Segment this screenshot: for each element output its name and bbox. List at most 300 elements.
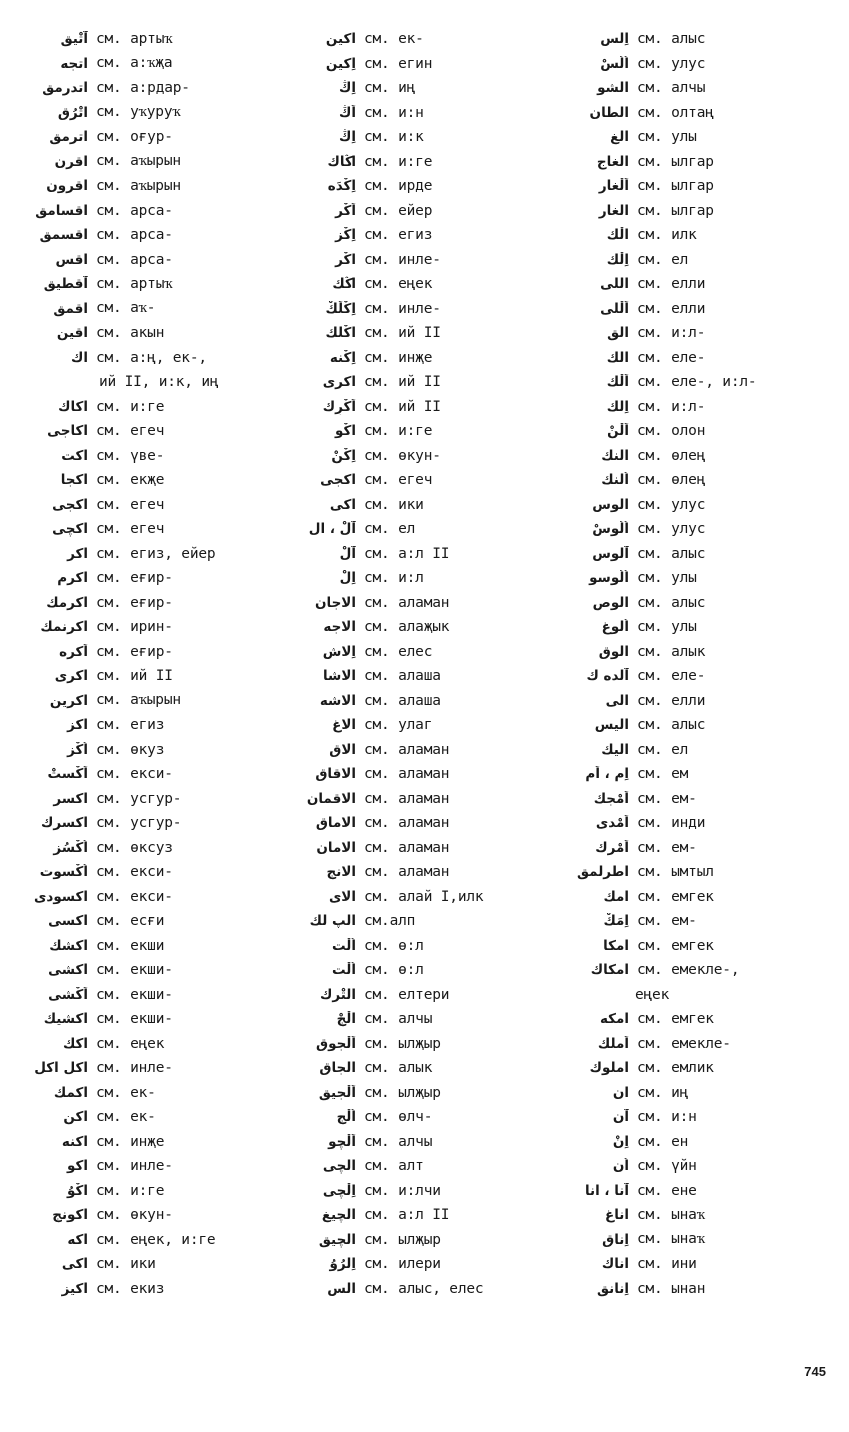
cross-reference: см. алыс	[637, 545, 706, 562]
dictionary-entry	[555, 1228, 849, 1253]
headword: اكه	[67, 1231, 88, 1248]
headword: اِلس	[600, 31, 629, 48]
headword: اَڭ	[338, 104, 356, 121]
cross-reference: см. ынаҡ	[637, 1206, 705, 1223]
headword: الق	[607, 325, 629, 342]
headword: الچيق	[318, 1231, 356, 1248]
cross-reference: см. екши-	[96, 986, 173, 1003]
cross-reference: см. ек-	[364, 31, 424, 48]
headword: آلوس	[592, 545, 629, 562]
headword: اِلاش	[322, 643, 356, 660]
dictionary-entry	[555, 713, 849, 738]
headword: اڭك	[332, 276, 356, 293]
cross-reference: см. екши-	[96, 962, 173, 979]
headword: اكمك	[53, 1084, 88, 1101]
headword: الاجان	[314, 594, 356, 611]
cross-reference: см. ек-	[96, 1109, 156, 1126]
headword: اڭاك	[327, 153, 356, 170]
cross-reference: см. алык	[637, 643, 706, 660]
headword: النك	[601, 447, 629, 464]
headword: اُلُوسْ	[592, 521, 629, 538]
dictionary-entry	[555, 591, 849, 616]
headword: اُلوغ	[601, 619, 629, 636]
headword: اكيز	[61, 1280, 88, 1297]
headword: الاماق	[315, 815, 356, 832]
dictionary-entry	[0, 1277, 270, 1302]
cross-reference: см. есғи	[96, 913, 165, 930]
cross-reference: см. а:ҡҗа	[96, 55, 173, 72]
dictionary-entry	[0, 811, 270, 836]
headword: الس	[327, 1280, 356, 1297]
dictionary-entry	[285, 27, 555, 52]
cross-reference: см. өкуз	[96, 741, 165, 758]
dictionary-entry	[285, 591, 555, 616]
dictionary-entry	[285, 199, 555, 224]
headword: اَلْلى	[600, 300, 629, 317]
headword: اكر	[67, 545, 88, 562]
headword: الْجْ	[336, 1011, 356, 1028]
dictionary-entry	[555, 787, 849, 812]
cross-reference: см. аҡырын	[96, 692, 181, 709]
cross-reference: см. еле-, и:л-	[637, 374, 757, 391]
cross-reference: см. улы	[637, 619, 697, 636]
headword: اَلْغار	[598, 178, 629, 195]
dictionary-entry	[285, 1032, 555, 1057]
headword: اقسامق	[35, 202, 88, 219]
dictionary-entry	[285, 321, 555, 346]
headword: اتجه	[60, 55, 88, 72]
dictionary-entry	[285, 762, 555, 787]
headword: اللى	[600, 276, 629, 293]
cross-reference: см. ики	[96, 1256, 156, 1273]
cross-reference: см. арса-	[96, 227, 173, 244]
cross-reference: см. ек-	[96, 1084, 156, 1101]
dictionary-entry	[555, 150, 849, 175]
dictionary-entry	[555, 493, 849, 518]
dictionary-entry	[555, 419, 849, 444]
dictionary-entry	[0, 1105, 270, 1130]
dictionary-entry	[285, 983, 555, 1008]
headword: اَكره	[59, 643, 88, 660]
headword: الغار	[598, 202, 629, 219]
cross-reference: см. өкун-	[96, 1207, 173, 1224]
headword: اكاك	[58, 398, 88, 415]
cross-reference: см. артыҡ	[96, 30, 173, 47]
cross-reference: см. еле-	[637, 349, 706, 366]
cross-reference: см. и:лчи	[364, 1182, 441, 1199]
headword: اطرلمق	[576, 864, 629, 881]
cross-reference: см. егеч	[96, 496, 165, 513]
headword: الوص	[592, 594, 629, 611]
headword: اَملك	[597, 1035, 629, 1052]
headword: اكرى	[54, 668, 88, 685]
dictionary-entry	[555, 517, 849, 542]
dictionary-entry	[0, 174, 270, 199]
headword: اُلنك	[601, 472, 629, 489]
dictionary-entry	[0, 395, 270, 420]
cross-reference: см. екси-	[96, 766, 173, 783]
dictionary-entry	[285, 958, 555, 983]
cross-reference-continuation: еңек	[635, 986, 670, 1003]
headword: اِمَكْ	[603, 913, 629, 930]
headword: الاى	[328, 888, 356, 905]
dictionary-entry	[285, 1277, 555, 1302]
dictionary-entry	[0, 1228, 270, 1253]
dictionary-entry	[0, 1179, 270, 1204]
dictionary-entry	[555, 762, 849, 787]
cross-reference: см. олон	[637, 423, 706, 440]
cross-reference: см. ем	[637, 766, 689, 783]
dictionary-entry	[0, 272, 270, 297]
cross-reference: см. алаша	[364, 668, 441, 685]
dictionary-entry	[555, 272, 849, 297]
headword: اكشيك	[43, 1011, 88, 1028]
cross-reference: см. аҡырын	[96, 177, 181, 194]
cross-reference: см. уҡуруҡ	[96, 104, 181, 121]
headword: اكنه	[61, 1133, 88, 1150]
cross-reference: см. арса-	[96, 202, 173, 219]
dictionary-entry	[555, 52, 849, 77]
dictionary-entry	[285, 713, 555, 738]
dictionary-entry	[0, 713, 270, 738]
headword: الاجه	[323, 619, 356, 636]
headword: اكل اكل	[34, 1060, 88, 1077]
dictionary-entry	[555, 738, 849, 763]
cross-reference: см. ирде	[364, 178, 433, 195]
headword: اكرم	[57, 570, 88, 587]
dictionary-entry	[0, 419, 270, 444]
dictionary-entry	[0, 125, 270, 150]
dictionary-entry	[555, 1007, 849, 1032]
headword: اُلْت	[332, 937, 356, 954]
headword: اِنانق	[596, 1280, 629, 1297]
cross-reference: см. емгек	[637, 937, 714, 954]
dictionary-entry	[0, 542, 270, 567]
headword: اكو	[67, 1158, 88, 1175]
headword: الاغ	[332, 717, 356, 734]
cross-reference: см. а:л II	[364, 545, 450, 562]
cross-reference: см. екши	[96, 937, 165, 954]
headword: اكْلك	[325, 325, 356, 342]
dictionary-entry	[0, 199, 270, 224]
dictionary-entry	[0, 787, 270, 812]
headword: الك	[606, 349, 629, 366]
dictionary-entry	[285, 689, 555, 714]
headword: اكسودى	[34, 888, 88, 905]
headword: اَكْر	[335, 202, 356, 219]
cross-reference: см. алыс	[637, 31, 706, 48]
dictionary-entry	[0, 1032, 270, 1057]
cross-reference: см. инле-	[96, 1060, 173, 1077]
cross-reference: см. алчы	[364, 1133, 433, 1150]
headword: الچى	[322, 1158, 356, 1175]
cross-reference: см. ө:л	[364, 962, 424, 979]
headword: اِكْز	[335, 227, 356, 244]
headword: اقس	[55, 251, 88, 268]
cross-reference: см. аламан	[364, 741, 450, 758]
dictionary-entry	[0, 1081, 270, 1106]
cross-reference: см. екҗе	[96, 472, 165, 489]
dictionary-entry	[0, 1130, 270, 1155]
headword: الى	[605, 692, 629, 709]
dictionary-entry	[555, 811, 849, 836]
dictionary-entry	[555, 1032, 849, 1057]
cross-reference: см. еғир-	[96, 570, 173, 587]
headword: اِكْنه	[329, 349, 356, 366]
headword: الپ لك	[309, 913, 356, 930]
dictionary-entry	[555, 664, 849, 689]
headword: اقرون	[46, 178, 88, 195]
dictionary-entry	[285, 297, 555, 322]
cross-reference: см. елли	[637, 276, 706, 293]
dictionary-entry	[0, 444, 270, 469]
headword: الوق	[598, 643, 629, 660]
cross-reference: см. ылҗыр	[364, 1035, 441, 1052]
cross-reference: см. аламан	[364, 790, 450, 807]
headword: اِكْدَه	[327, 178, 356, 195]
headword: اتْرُق	[57, 104, 88, 121]
dictionary-entry	[285, 811, 555, 836]
dictionary-entry	[555, 346, 849, 371]
dictionary-entry	[0, 1007, 270, 1032]
headword: اكسى	[48, 913, 88, 930]
dictionary-entry	[0, 934, 270, 959]
dictionary-entry	[0, 836, 270, 861]
dictionary-entry	[285, 1228, 555, 1253]
headword: آقطيق	[43, 276, 88, 293]
cross-reference: см. ылгар	[637, 178, 714, 195]
cross-reference: см. екиз	[96, 1280, 165, 1297]
cross-reference: см. аламан	[364, 815, 450, 832]
cross-reference: см. егиз	[364, 227, 433, 244]
headword: اناغ	[605, 1207, 629, 1224]
cross-reference: см. и:ге	[96, 1182, 165, 1199]
dictionary-entry	[555, 395, 849, 420]
cross-reference: см. и:н	[637, 1109, 697, 1126]
headword: اكرى	[322, 374, 356, 391]
headword: الْك	[606, 227, 629, 244]
dictionary-entry	[285, 125, 555, 150]
cross-reference: см. ий II	[364, 398, 441, 415]
headword: اِنْ	[612, 1133, 629, 1150]
cross-reference: см. алыс	[637, 594, 706, 611]
cross-reference: см. илери	[364, 1256, 441, 1273]
headword: اِلْچى	[322, 1182, 356, 1199]
dictionary-entry	[0, 664, 270, 689]
dictionary-entry	[0, 27, 270, 52]
dictionary-entry	[285, 1056, 555, 1081]
headword: اكز	[67, 717, 88, 734]
headword: الغ	[610, 129, 629, 146]
headword: اناك	[601, 1256, 629, 1273]
column-3	[555, 27, 849, 1301]
headword: اِكْنْ	[331, 447, 356, 464]
dictionary-entry	[285, 444, 555, 469]
cross-reference: см. ынан	[637, 1280, 706, 1297]
cross-reference: см. инле-	[364, 300, 441, 317]
cross-reference: см.алп	[364, 913, 416, 930]
dictionary-entry	[285, 517, 555, 542]
dictionary-entry	[285, 836, 555, 861]
dictionary-entry	[0, 101, 270, 126]
cross-reference: см. аламан	[364, 594, 450, 611]
headword: اِم ، اَم	[585, 766, 629, 783]
headword: اكين	[325, 31, 356, 48]
dictionary-entry	[285, 787, 555, 812]
dictionary-entry	[0, 1056, 270, 1081]
headword: اكجى	[320, 472, 356, 489]
dictionary-entry	[555, 1252, 849, 1277]
dictionary-entry	[555, 836, 849, 861]
headword: امكا	[603, 937, 629, 954]
dictionary-entry	[285, 174, 555, 199]
headword: اُن	[612, 1158, 629, 1175]
cross-reference-continuation: ий II, и:к, иң	[99, 374, 219, 391]
dictionary-entry	[285, 395, 555, 420]
dictionary-entry	[0, 591, 270, 616]
dictionary-entry	[285, 1081, 555, 1106]
cross-reference: см. алыс, елес	[364, 1280, 484, 1297]
dictionary-entry	[0, 493, 270, 518]
cross-reference: см. и:л-	[637, 398, 706, 415]
dictionary-entry	[285, 493, 555, 518]
headword: اكونج	[52, 1207, 88, 1224]
dictionary-entry	[555, 125, 849, 150]
cross-reference: см. емгек	[637, 1011, 714, 1028]
headword: اِلرُوُ	[329, 1256, 356, 1273]
cross-reference: см. үйн	[637, 1158, 697, 1175]
cross-reference: см. аҡ-	[96, 300, 156, 317]
headword: آنا ، انا	[584, 1182, 629, 1199]
cross-reference: см. ий II	[364, 374, 441, 391]
cross-reference: см. егиз	[96, 717, 165, 734]
headword: اُلُسْ	[600, 55, 629, 72]
headword: اَلْك	[606, 374, 629, 391]
dictionary-entry	[285, 860, 555, 885]
dictionary-entry	[285, 1007, 555, 1032]
dictionary-entry	[285, 664, 555, 689]
dictionary-entry	[555, 223, 849, 248]
headword: اكچى	[52, 521, 88, 538]
headword: الغاج	[596, 153, 629, 170]
cross-reference: см. өкун-	[364, 447, 441, 464]
cross-reference: см. үве-	[96, 447, 165, 464]
cross-reference: см. емекле-	[637, 1035, 731, 1052]
dictionary-entry	[555, 958, 849, 983]
dictionary-entry	[0, 52, 270, 77]
headword: الاشا	[322, 668, 356, 685]
headword: اكجى	[52, 496, 88, 513]
headword: اُلْت	[332, 962, 356, 979]
headword: الامان	[316, 839, 356, 856]
dictionary-entry	[285, 1252, 555, 1277]
headword: آلْ ، ال	[308, 521, 356, 538]
dictionary-entry	[555, 248, 849, 273]
headword: اَمْرك	[595, 839, 629, 856]
dictionary-entry	[555, 640, 849, 665]
cross-reference: см. егеч	[96, 423, 165, 440]
headword: املوك	[589, 1060, 629, 1077]
dictionary-entry	[555, 689, 849, 714]
dictionary-entry	[285, 346, 555, 371]
dictionary-entry	[555, 1081, 849, 1106]
dictionary-entry	[0, 566, 270, 591]
cross-reference: см. и:л-	[637, 325, 706, 342]
cross-reference: см. алаҗык	[364, 619, 450, 636]
headword: اُكْز	[67, 741, 88, 758]
dictionary-entry	[285, 223, 555, 248]
dictionary-entry	[555, 321, 849, 346]
dictionary-entry	[0, 689, 270, 714]
cross-reference: см. ымтыл	[637, 864, 714, 881]
cross-reference: см. егеч	[96, 521, 165, 538]
headword: اكى	[61, 1256, 88, 1273]
dictionary-entry	[285, 934, 555, 959]
cross-reference: см. еңек	[364, 276, 433, 293]
dictionary-entry	[555, 297, 849, 322]
headword: اتدرمق	[42, 80, 88, 97]
headword: الوس	[592, 496, 629, 513]
column-1	[0, 27, 270, 1301]
headword: آلده ك	[586, 668, 629, 685]
headword: اكْو	[335, 423, 356, 440]
cross-reference: см. емгек	[637, 888, 714, 905]
dictionary-entry	[285, 248, 555, 273]
cross-reference: см. егиз, ейер	[96, 545, 216, 562]
dictionary-entry	[285, 738, 555, 763]
cross-reference: см. инле-	[364, 251, 441, 268]
dictionary-entry	[0, 517, 270, 542]
cross-reference: см. өксуз	[96, 839, 173, 856]
dictionary-entry	[0, 150, 270, 175]
headword: اِكْلَكْ	[325, 300, 356, 317]
headword: اكك	[62, 1035, 88, 1052]
headword: اك	[70, 349, 88, 366]
dictionary-entry	[555, 1203, 849, 1228]
cross-reference: см. алт	[364, 1158, 424, 1175]
cross-reference: см. ий II	[96, 668, 173, 685]
headword: اليس	[594, 717, 629, 734]
headword: الجاق	[319, 1060, 356, 1077]
dictionary-entry	[555, 909, 849, 934]
headword: اكت	[61, 447, 88, 464]
cross-reference: см. ене	[637, 1182, 697, 1199]
cross-reference: см. алыс	[637, 717, 706, 734]
dictionary-entry	[0, 983, 270, 1008]
dictionary-entry	[0, 640, 270, 665]
dictionary-entry	[555, 566, 849, 591]
cross-reference: см. екши-	[96, 1011, 173, 1028]
dictionary-entry	[555, 199, 849, 224]
dictionary-entry	[0, 762, 270, 787]
cross-reference: см. егин	[364, 55, 433, 72]
cross-reference: см. и:л	[364, 570, 424, 587]
cross-reference: см. иң	[637, 1084, 689, 1101]
cross-reference: см. улаг	[364, 717, 433, 734]
dictionary-entry	[555, 76, 849, 101]
cross-reference: см. и:н	[364, 104, 424, 121]
cross-reference: см. усгур-	[96, 790, 182, 807]
dictionary-entry	[555, 1105, 849, 1130]
cross-reference: см. ылгар	[637, 202, 714, 219]
cross-reference: см. ылҗыр	[364, 1084, 441, 1101]
cross-reference: см. инҗе	[96, 1133, 165, 1150]
headword: اكى	[329, 496, 356, 513]
dictionary-entry	[0, 248, 270, 273]
cross-reference: см. арса-	[96, 251, 173, 268]
headword: الطان	[589, 104, 629, 121]
cross-reference: см. улус	[637, 55, 706, 72]
